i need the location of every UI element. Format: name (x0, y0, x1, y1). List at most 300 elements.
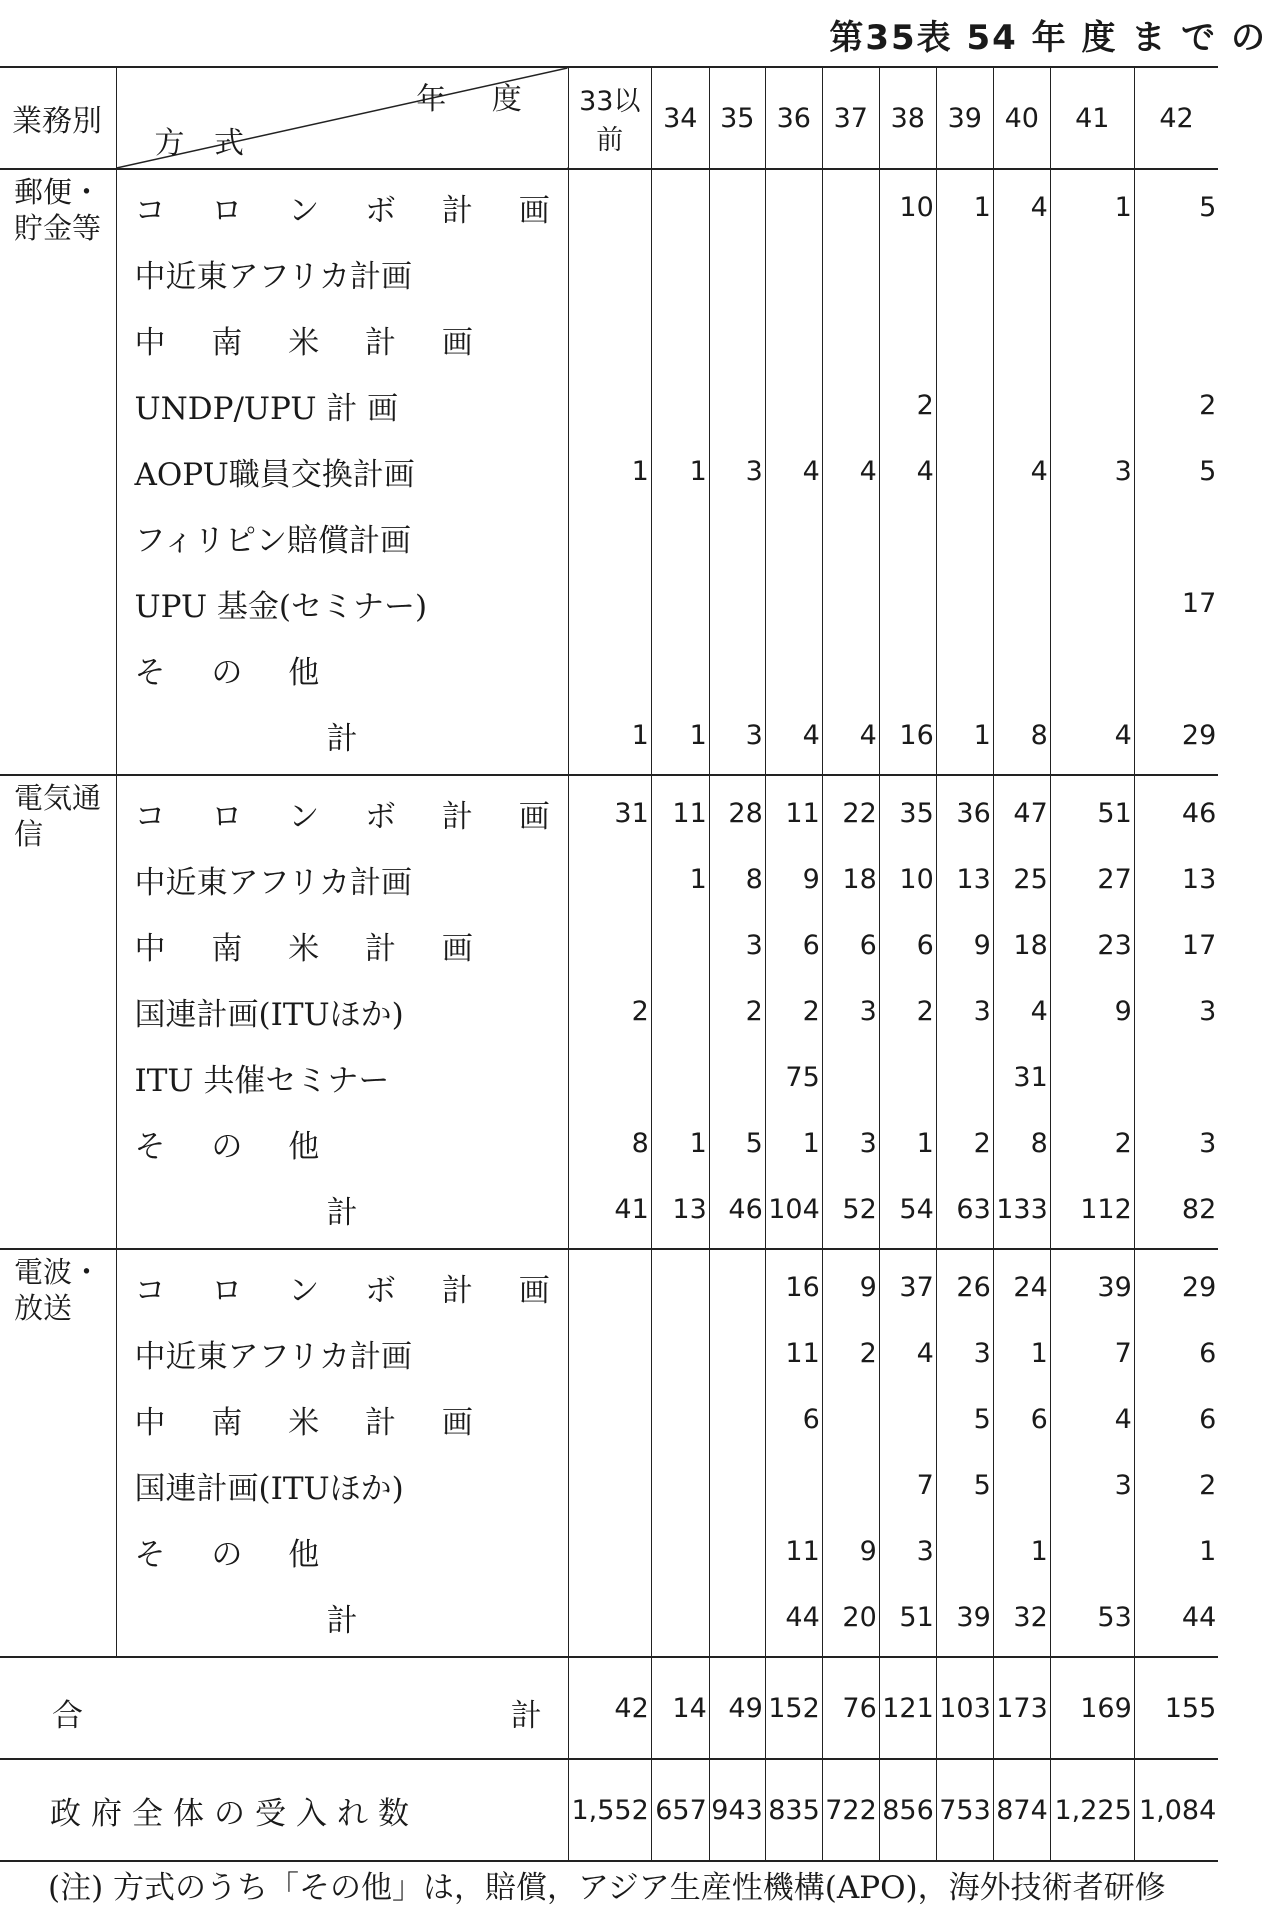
table-body (0, 169, 1218, 1657)
value-cell (765, 504, 822, 570)
table-row (0, 1044, 1218, 1110)
year-header: 41 (1050, 67, 1134, 169)
value-cell: 52 (822, 1176, 879, 1249)
method-label: フィリピン賠償計画 (116, 504, 568, 570)
value-cell: 1 (993, 1518, 1050, 1584)
value-cell (709, 306, 765, 372)
method-label: 国連計画(ITUほか) (116, 978, 568, 1044)
value-cell (993, 240, 1050, 306)
value-cell (993, 372, 1050, 438)
value-cell: 2 (879, 978, 936, 1044)
value-cell: 82 (1134, 1176, 1218, 1249)
table-row (0, 570, 1218, 636)
total-cell: 121 (879, 1657, 936, 1759)
value-cell (651, 1518, 709, 1584)
table-row (0, 504, 1218, 570)
data-table-wrapper (0, 66, 1218, 1862)
value-cell (936, 306, 993, 372)
value-cell (568, 306, 651, 372)
value-cell (822, 1386, 879, 1452)
value-cell: 26 (936, 1249, 993, 1320)
total-label-left: 合 (52, 1698, 83, 1734)
value-cell: 4 (765, 702, 822, 775)
subtotal-label: 計 (116, 702, 568, 775)
category-label: 郵便・ 貯金等 (14, 175, 102, 245)
value-cell (568, 1584, 651, 1657)
value-cell (1134, 1044, 1218, 1110)
value-cell: 4 (822, 702, 879, 775)
table-row (0, 912, 1218, 978)
government-label: 政府全体の受入れ数 (0, 1759, 568, 1861)
total-row (0, 1657, 1218, 1759)
value-cell (709, 1386, 765, 1452)
value-cell (709, 169, 765, 240)
category-header: 業務別 (12, 104, 102, 139)
value-cell: 4 (879, 1320, 936, 1386)
value-cell: 1 (651, 846, 709, 912)
value-cell (709, 1320, 765, 1386)
value-cell (651, 1249, 709, 1320)
value-cell: 53 (1050, 1584, 1134, 1657)
value-cell (936, 438, 993, 504)
value-cell: 11 (765, 1518, 822, 1584)
value-cell: 133 (993, 1176, 1050, 1249)
value-cell: 8 (568, 1110, 651, 1176)
value-cell (709, 1044, 765, 1110)
total-cell: 42 (568, 1657, 651, 1759)
value-cell: 54 (879, 1176, 936, 1249)
header-row (0, 67, 1218, 169)
category-label: 電気通 信 (0, 775, 116, 1249)
value-cell (651, 169, 709, 240)
value-cell: 5 (1134, 438, 1218, 504)
value-cell: 2 (936, 1110, 993, 1176)
table-title: 第35表 54 年 度 ま で の (829, 18, 1267, 58)
value-cell: 8 (709, 846, 765, 912)
value-cell: 16 (879, 702, 936, 775)
value-cell: 47 (993, 775, 1050, 846)
value-cell: 1 (651, 1110, 709, 1176)
value-cell: 13 (936, 846, 993, 912)
value-cell (936, 1044, 993, 1110)
year-header: 40 (993, 67, 1050, 169)
value-cell (822, 636, 879, 702)
value-cell: 4 (1050, 702, 1134, 775)
value-cell (568, 169, 651, 240)
year-header: 34 (651, 67, 709, 169)
method-label: コ ロ ン ボ 計 画 (116, 775, 568, 846)
government-cell: 1,084 (1134, 1759, 1218, 1861)
category-label: 電波・ 放送 (0, 1249, 116, 1657)
value-cell: 29 (1134, 1249, 1218, 1320)
value-cell (709, 570, 765, 636)
value-cell: 3 (709, 702, 765, 775)
total-label-right: 計 (510, 1698, 542, 1734)
value-cell: 2 (765, 978, 822, 1044)
value-cell: 41 (568, 1176, 651, 1249)
value-cell: 5 (709, 1110, 765, 1176)
value-cell (993, 570, 1050, 636)
value-cell: 6 (765, 1386, 822, 1452)
table-row (0, 1518, 1218, 1584)
value-cell (709, 504, 765, 570)
value-cell (936, 1518, 993, 1584)
government-cell: 835 (765, 1759, 822, 1861)
government-cell: 1,225 (1050, 1759, 1134, 1861)
value-cell (765, 240, 822, 306)
value-cell (651, 1044, 709, 1110)
value-cell: 6 (1134, 1320, 1218, 1386)
value-cell: 4 (822, 438, 879, 504)
value-cell (993, 636, 1050, 702)
value-cell (1050, 636, 1134, 702)
year-header: 37 (822, 67, 879, 169)
diag-year-label: 年 度 (416, 82, 540, 117)
total-cell: 103 (936, 1657, 993, 1759)
value-cell (651, 1320, 709, 1386)
value-cell (709, 1452, 765, 1518)
government-cell: 943 (709, 1759, 765, 1861)
total-cell: 169 (1050, 1657, 1134, 1759)
value-cell (936, 570, 993, 636)
value-cell: 5 (1134, 169, 1218, 240)
method-label: 中 南 米 計 画 (116, 306, 568, 372)
value-cell: 10 (879, 846, 936, 912)
value-cell (651, 636, 709, 702)
value-cell (651, 306, 709, 372)
total-cell: 76 (822, 1657, 879, 1759)
value-cell (936, 504, 993, 570)
value-cell (765, 636, 822, 702)
value-cell: 3 (822, 1110, 879, 1176)
diag-method-label: 方 式 (154, 126, 255, 161)
value-cell: 35 (879, 775, 936, 846)
total-cell: 49 (709, 1657, 765, 1759)
value-cell: 32 (993, 1584, 1050, 1657)
value-cell: 1 (765, 1110, 822, 1176)
value-cell: 104 (765, 1176, 822, 1249)
year-header: 42 (1134, 67, 1218, 169)
value-cell (993, 504, 1050, 570)
table-row (0, 1584, 1218, 1657)
value-cell: 39 (1050, 1249, 1134, 1320)
subtotal-label: 計 (116, 1584, 568, 1657)
value-cell: 2 (1050, 1110, 1134, 1176)
value-cell: 22 (822, 775, 879, 846)
value-cell: 9 (765, 846, 822, 912)
value-cell (651, 372, 709, 438)
value-cell (765, 306, 822, 372)
value-cell: 3 (936, 1320, 993, 1386)
value-cell: 2 (568, 978, 651, 1044)
value-cell: 2 (709, 978, 765, 1044)
government-row (0, 1759, 1218, 1861)
value-cell: 4 (1050, 1386, 1134, 1452)
value-cell: 39 (936, 1584, 993, 1657)
value-cell: 25 (993, 846, 1050, 912)
subtotal-label: 計 (116, 1176, 568, 1249)
value-cell (765, 1452, 822, 1518)
value-cell (651, 504, 709, 570)
value-cell (879, 570, 936, 636)
value-cell: 11 (765, 1320, 822, 1386)
value-cell: 4 (993, 978, 1050, 1044)
method-label: 中 南 米 計 画 (116, 912, 568, 978)
value-cell: 6 (993, 1386, 1050, 1452)
value-cell: 9 (936, 912, 993, 978)
value-cell (822, 570, 879, 636)
year-header: 39 (936, 67, 993, 169)
value-cell (568, 240, 651, 306)
value-cell: 3 (709, 438, 765, 504)
value-cell: 3 (1050, 1452, 1134, 1518)
value-cell (1050, 372, 1134, 438)
value-cell: 8 (993, 1110, 1050, 1176)
government-cell: 753 (936, 1759, 993, 1861)
table-row (0, 978, 1218, 1044)
value-cell (765, 169, 822, 240)
total-cell: 152 (765, 1657, 822, 1759)
value-cell: 4 (993, 438, 1050, 504)
value-cell (568, 504, 651, 570)
method-label: そ の 他 (116, 636, 568, 702)
value-cell: 9 (1050, 978, 1134, 1044)
value-cell: 13 (1134, 846, 1218, 912)
value-cell (568, 912, 651, 978)
value-cell (936, 372, 993, 438)
value-cell: 46 (1134, 775, 1218, 846)
value-cell: 1 (1050, 169, 1134, 240)
value-cell (709, 240, 765, 306)
value-cell: 44 (765, 1584, 822, 1657)
total-cell: 155 (1134, 1657, 1218, 1759)
value-cell (709, 372, 765, 438)
method-label: 中 南 米 計 画 (116, 1386, 568, 1452)
value-cell (1050, 306, 1134, 372)
government-cell: 874 (993, 1759, 1050, 1861)
value-cell (568, 1249, 651, 1320)
value-cell (1134, 306, 1218, 372)
value-cell: 1 (1134, 1518, 1218, 1584)
value-cell: 28 (709, 775, 765, 846)
value-cell: 18 (993, 912, 1050, 978)
value-cell: 23 (1050, 912, 1134, 978)
value-cell: 1 (568, 702, 651, 775)
value-cell: 13 (651, 1176, 709, 1249)
method-label: コ ロ ン ボ 計 画 (116, 1249, 568, 1320)
value-cell: 5 (936, 1386, 993, 1452)
government-cell: 657 (651, 1759, 709, 1861)
government-cell: 1,552 (568, 1759, 651, 1861)
value-cell: 1 (568, 438, 651, 504)
value-cell (765, 372, 822, 438)
value-cell: 1 (879, 1110, 936, 1176)
value-cell: 31 (993, 1044, 1050, 1110)
value-cell (568, 570, 651, 636)
value-cell: 18 (822, 846, 879, 912)
table-row (0, 636, 1218, 702)
value-cell (879, 504, 936, 570)
value-cell: 37 (879, 1249, 936, 1320)
value-cell: 7 (1050, 1320, 1134, 1386)
value-cell: 3 (709, 912, 765, 978)
value-cell (568, 1320, 651, 1386)
method-label: UNDP/UPU 計 画 (116, 372, 568, 438)
value-cell (822, 1044, 879, 1110)
value-cell (822, 306, 879, 372)
value-cell (709, 1584, 765, 1657)
value-cell (1050, 240, 1134, 306)
year-header: 35 (709, 67, 765, 169)
value-cell (709, 1249, 765, 1320)
table-row (0, 169, 1218, 240)
year-header: 38 (879, 67, 936, 169)
value-cell (879, 240, 936, 306)
table-row (0, 240, 1218, 306)
value-cell: 4 (765, 438, 822, 504)
method-label: そ の 他 (116, 1110, 568, 1176)
value-cell: 11 (651, 775, 709, 846)
table-row (0, 372, 1218, 438)
value-cell (1134, 504, 1218, 570)
value-cell: 10 (879, 169, 936, 240)
value-cell (651, 912, 709, 978)
value-cell (822, 372, 879, 438)
method-label: 中近東アフリカ計画 (116, 846, 568, 912)
value-cell: 3 (879, 1518, 936, 1584)
value-cell: 6 (1134, 1386, 1218, 1452)
value-cell (879, 1386, 936, 1452)
value-cell: 75 (765, 1044, 822, 1110)
value-cell (993, 1452, 1050, 1518)
data-table (0, 66, 1218, 1862)
value-cell: 3 (1050, 438, 1134, 504)
value-cell (822, 1452, 879, 1518)
value-cell: 8 (993, 702, 1050, 775)
value-cell: 17 (1134, 912, 1218, 978)
value-cell (765, 570, 822, 636)
value-cell (651, 1386, 709, 1452)
value-cell (651, 240, 709, 306)
table-row (0, 438, 1218, 504)
table-row (0, 1110, 1218, 1176)
value-cell: 6 (879, 912, 936, 978)
value-cell (1050, 1044, 1134, 1110)
diagonal-header (116, 67, 568, 169)
value-cell: 2 (822, 1320, 879, 1386)
value-cell (651, 1452, 709, 1518)
value-cell: 7 (879, 1452, 936, 1518)
value-cell (879, 1044, 936, 1110)
value-cell: 4 (993, 169, 1050, 240)
value-cell: 63 (936, 1176, 993, 1249)
value-cell (993, 306, 1050, 372)
value-cell: 11 (765, 775, 822, 846)
value-cell: 1 (651, 702, 709, 775)
value-cell (879, 306, 936, 372)
value-cell: 3 (822, 978, 879, 1044)
value-cell (651, 978, 709, 1044)
value-cell (936, 636, 993, 702)
value-cell: 3 (1134, 1110, 1218, 1176)
table-row (0, 306, 1218, 372)
value-cell: 4 (879, 438, 936, 504)
value-cell: 5 (936, 1452, 993, 1518)
value-cell (1050, 1518, 1134, 1584)
method-label: AOPU職員交換計画 (116, 438, 568, 504)
value-cell: 24 (993, 1249, 1050, 1320)
method-label: 中近東アフリカ計画 (116, 240, 568, 306)
value-cell (709, 1518, 765, 1584)
value-cell: 2 (879, 372, 936, 438)
table-row (0, 1386, 1218, 1452)
total-cell: 173 (993, 1657, 1050, 1759)
government-cell: 722 (822, 1759, 879, 1861)
value-cell (1134, 636, 1218, 702)
method-label: 中近東アフリカ計画 (116, 1320, 568, 1386)
value-cell (822, 240, 879, 306)
value-cell: 1 (936, 702, 993, 775)
value-cell (568, 1452, 651, 1518)
table-row (0, 1320, 1218, 1386)
value-cell (568, 1386, 651, 1452)
value-cell (1134, 240, 1218, 306)
value-cell (709, 636, 765, 702)
value-cell: 2 (1134, 1452, 1218, 1518)
value-cell (568, 372, 651, 438)
method-label: UPU 基金(セミナー) (116, 570, 568, 636)
table-row (0, 775, 1218, 846)
year-header: 36 (765, 67, 822, 169)
value-cell (822, 504, 879, 570)
method-label: ITU 共催セミナー (116, 1044, 568, 1110)
total-label (0, 1657, 568, 1759)
year-header: 33以前 (568, 67, 651, 169)
value-cell: 27 (1050, 846, 1134, 912)
method-label: 国連計画(ITUほか) (116, 1452, 568, 1518)
total-cell: 14 (651, 1657, 709, 1759)
value-cell (1050, 570, 1134, 636)
government-cell: 856 (879, 1759, 936, 1861)
value-cell: 3 (936, 978, 993, 1044)
value-cell: 6 (765, 912, 822, 978)
value-cell (1050, 504, 1134, 570)
value-cell: 51 (1050, 775, 1134, 846)
value-cell: 112 (1050, 1176, 1134, 1249)
value-cell (651, 1584, 709, 1657)
table-row (0, 1452, 1218, 1518)
value-cell: 29 (1134, 702, 1218, 775)
table-row (0, 1176, 1218, 1249)
value-cell: 3 (1134, 978, 1218, 1044)
value-cell: 1 (936, 169, 993, 240)
value-cell: 9 (822, 1249, 879, 1320)
value-cell: 36 (936, 775, 993, 846)
table-row (0, 846, 1218, 912)
method-label: そ の 他 (116, 1518, 568, 1584)
value-cell (568, 846, 651, 912)
value-cell: 17 (1134, 570, 1218, 636)
value-cell (568, 1518, 651, 1584)
table-row (0, 1249, 1218, 1320)
value-cell: 44 (1134, 1584, 1218, 1657)
value-cell: 51 (879, 1584, 936, 1657)
value-cell (879, 636, 936, 702)
value-cell (822, 169, 879, 240)
value-cell: 31 (568, 775, 651, 846)
method-label: コ ロ ン ボ 計 画 (116, 169, 568, 240)
value-cell: 9 (822, 1518, 879, 1584)
